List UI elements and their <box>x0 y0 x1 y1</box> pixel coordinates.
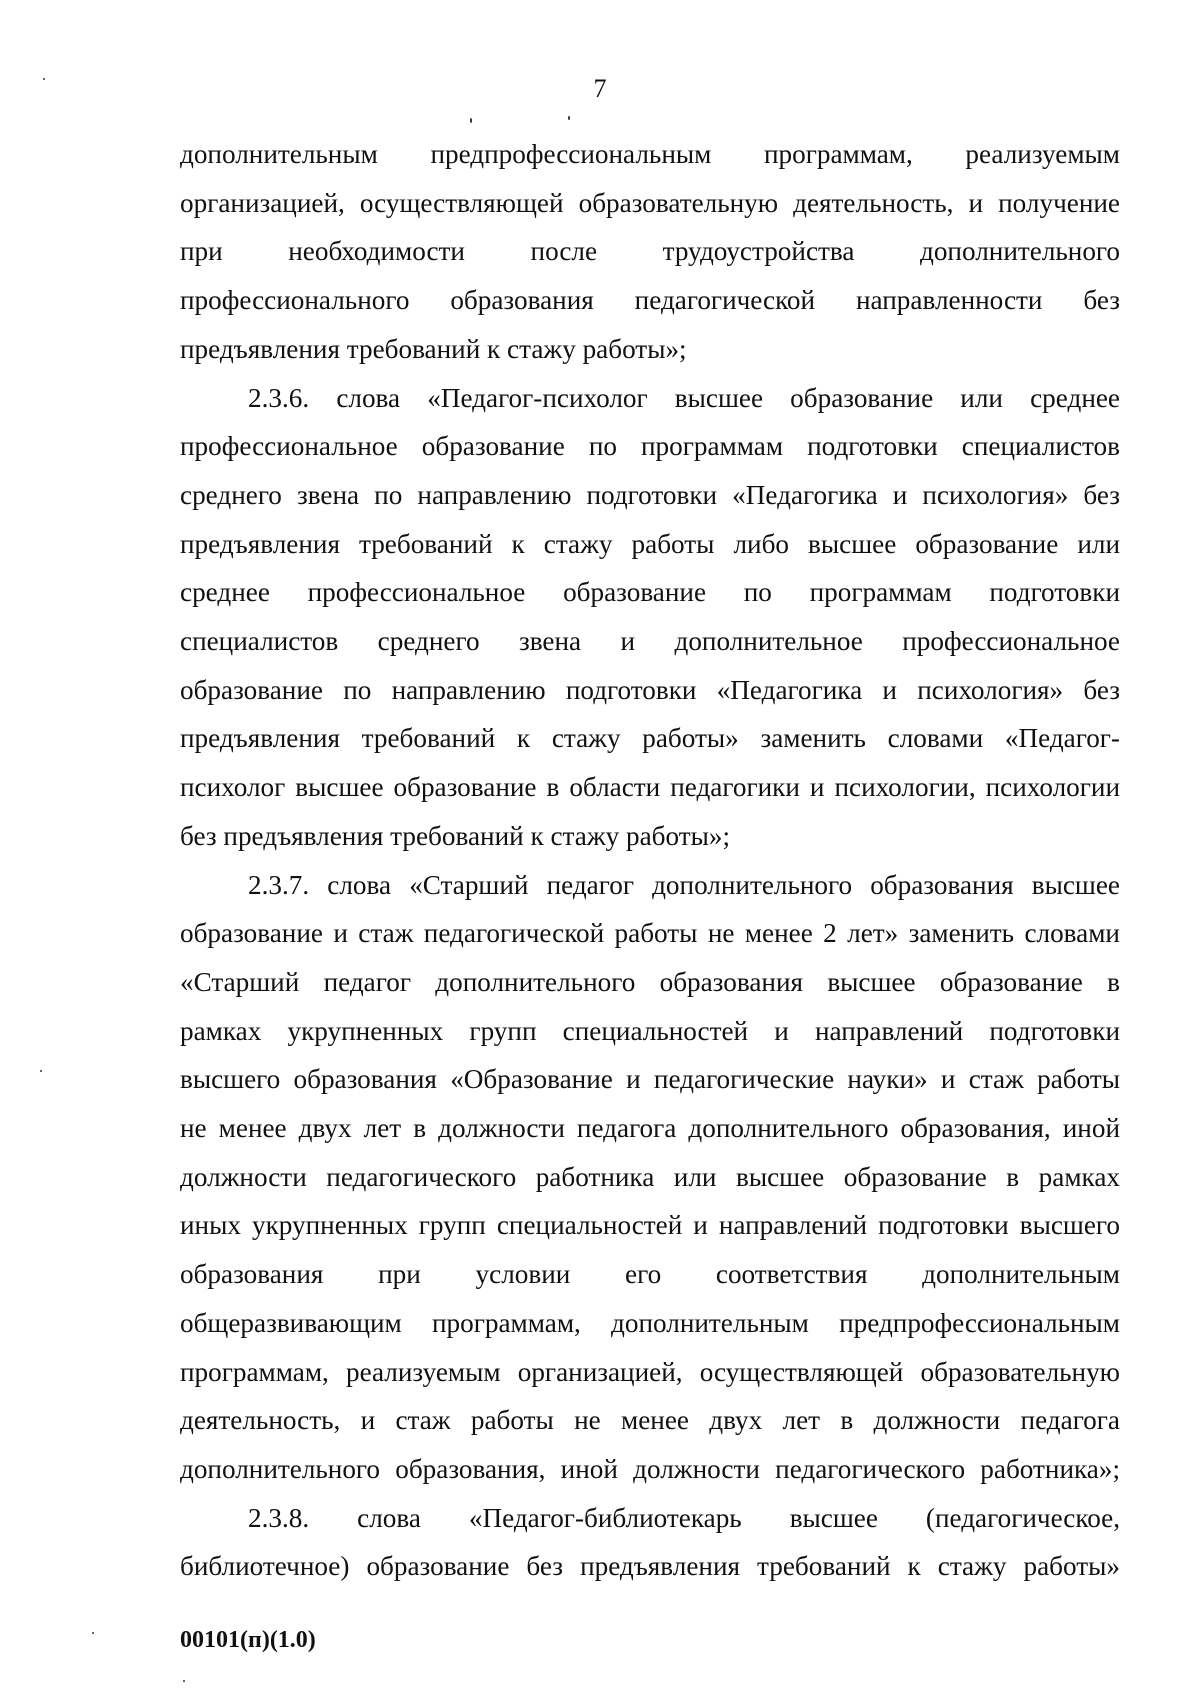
text-line: не менее двух лет в должности педагога дополнительного образования, иной <box>180 1113 1120 1144</box>
text-line: среднее профессиональное образование по программам подготовки <box>180 577 1120 608</box>
text-line: профессионального образования педагогической направленности без <box>180 285 1120 316</box>
text-line: рамках укрупненных групп специальностей и направлений подготовки <box>180 1015 1120 1046</box>
scan-speck <box>43 78 45 80</box>
paragraph-item-2-3-7 <box>180 861 1120 1494</box>
text-line: 2.3.8. слова «Педагог-библиотекарь высшее (педагогическое, <box>248 1502 1120 1533</box>
text-line: предъявления требований к стажу работы» заменить словами «Педагог- <box>180 723 1120 754</box>
text-line: деятельность, и стаж работы не менее двух лет в должности педагога <box>180 1405 1120 1436</box>
text-line: специалистов среднего звена и дополнительное профессиональное <box>180 626 1120 657</box>
document-code: 00101(п)(1.0) <box>180 1627 316 1653</box>
text-line: 2.3.6. слова «Педагог-психолог высшее образование или среднее <box>248 382 1120 413</box>
text-line: общеразвивающим программам, дополнительным предпрофессиональным <box>180 1307 1120 1338</box>
text-line: образования при условии его соответствия дополнительным <box>180 1259 1120 1290</box>
text-line: образование по направлению подготовки «Педагогика и психология» без <box>180 674 1120 705</box>
text-line: предъявления требований к стажу работы»; <box>180 333 687 364</box>
scan-speck <box>183 1680 185 1682</box>
text-line: предъявления требований к стажу работы либо высшее образование или <box>180 528 1120 559</box>
text-line: при необходимости после трудоустройства дополнительного <box>180 236 1120 267</box>
text-line: высшего образования «Образование и педагогические науки» и стаж работы <box>180 1064 1120 1095</box>
text-line: образование и стаж педагогической работы не менее 2 лет» заменить словами <box>180 918 1120 949</box>
document-body <box>180 130 1120 1591</box>
scan-speck <box>92 1632 94 1634</box>
paragraph-item-2-3-8 <box>180 1494 1120 1591</box>
text-line: библиотечное) образование без предъявления требований к стажу работы» <box>180 1551 1120 1582</box>
scan-speck <box>470 118 472 123</box>
text-line: среднего звена по направлению подготовки «Педагогика и психология» без <box>180 479 1120 510</box>
text-line: иных укрупненных групп специальностей и направлений подготовки высшего <box>180 1210 1120 1241</box>
paragraph-continuation <box>180 130 1120 374</box>
text-line: организацией, осуществляющей образовательную деятельность, и получение <box>180 187 1120 218</box>
text-line: дополнительным предпрофессиональным программам, реализуемым <box>180 139 1120 169</box>
text-line: профессиональное образование по программам подготовки специалистов <box>180 431 1120 462</box>
text-line: должности педагогического работника или высшее образование в рамках <box>180 1161 1120 1192</box>
text-line: дополнительного образования, иной должности педагогического работника»; <box>180 1453 1120 1484</box>
text-line: «Старший педагог дополнительного образования высшее образование в <box>180 966 1120 997</box>
scan-speck <box>568 116 570 120</box>
text-line: без предъявления требований к стажу работы»; <box>180 820 731 851</box>
scan-speck <box>40 1070 42 1072</box>
text-line: программам, реализуемым организацией, осуществляющей образовательную <box>180 1356 1120 1387</box>
paragraph-item-2-3-6 <box>180 374 1120 861</box>
text-line: психолог высшее образование в области педагогики и психологии, психологии <box>180 772 1120 803</box>
page-number: 7 <box>593 74 607 103</box>
text-line: 2.3.7. слова «Старший педагог дополнительного образования высшее <box>248 869 1120 900</box>
